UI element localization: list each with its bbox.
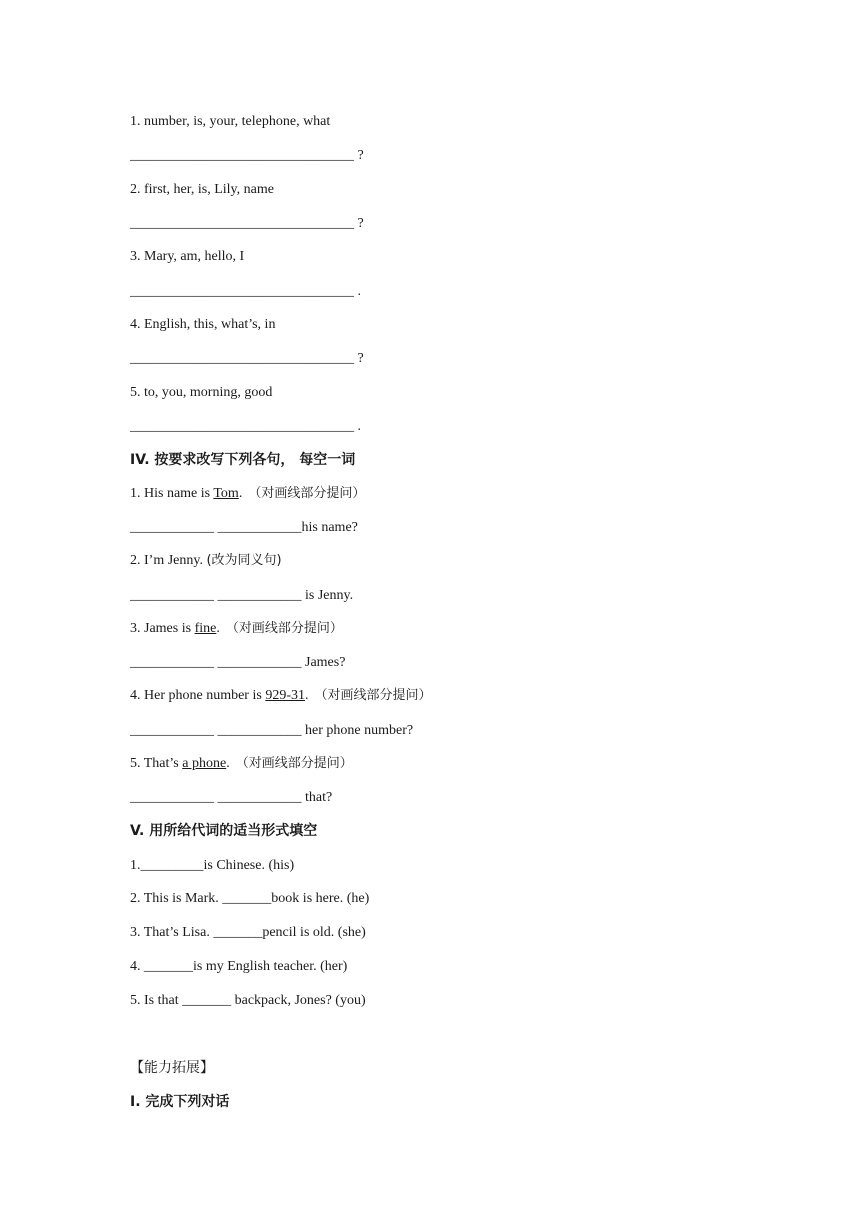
answer-line-4: ________________________________ ? <box>130 351 364 366</box>
rewrite-prompt-5 <box>130 755 353 773</box>
prompt-text: 5. That’s <box>130 756 183 771</box>
fill-item-1: 1._________is Chinese. (his) <box>130 858 295 873</box>
fill-item-3: 3. That’s Lisa. _______pencil is old. (she) <box>130 925 366 940</box>
instruction-note: （对画线部分提问） <box>235 756 353 771</box>
instruction-note: (改为同义句) <box>206 553 282 568</box>
fill-item-2: 2. This is Mark. _______book is here. (he) <box>130 891 370 906</box>
fill-item-4: 4. _______is my English teacher. (her) <box>130 959 348 974</box>
rewrite-prompt-4 <box>130 687 432 705</box>
sentence-prompt-2: 2. first, her, is, Lily, name <box>130 182 274 197</box>
prompt-text: 4. Her phone number is <box>130 688 266 703</box>
instruction-note: （对画线部分提问） <box>225 621 343 636</box>
rewrite-answer-4: ____________ ____________ her phone number? <box>130 723 414 738</box>
underlined-word: 929-31 <box>265 688 305 703</box>
prompt-punct: . <box>226 756 230 771</box>
rewrite-answer-5: ____________ ____________ that? <box>130 790 333 805</box>
rewrite-answer-3: ____________ ____________ James? <box>130 655 346 670</box>
answer-line-3: ________________________________ . <box>130 284 361 299</box>
rewrite-prompt-2 <box>130 552 282 570</box>
prompt-text: 2. I’m Jenny. <box>130 553 207 568</box>
prompt-punct: . <box>216 621 220 636</box>
rewrite-prompt-1 <box>130 485 365 503</box>
rewrite-answer-2: ____________ ____________ is Jenny. <box>130 588 354 603</box>
prompt-punct: . <box>238 486 243 501</box>
rewrite-prompt-3 <box>130 620 343 638</box>
answer-line-1: ________________________________ ? <box>130 148 364 163</box>
section-heading-iv: IV. 按要求改写下列各句， 每空一词 <box>130 452 356 468</box>
sentence-prompt-5: 5. to, you, morning, good <box>130 385 273 400</box>
section-heading-v: V. 用所给代词的适当形式填空 <box>130 823 318 839</box>
extension-title: 【能力拓展】 <box>130 1060 214 1076</box>
instruction-note: （对画线部分提问） <box>314 688 432 703</box>
prompt-punct: . <box>304 688 309 703</box>
answer-line-5: ________________________________ . <box>130 419 361 434</box>
underlined-word: Tom <box>213 486 239 501</box>
extension-heading: I. 完成下列对话 <box>130 1094 230 1110</box>
underlined-word: fine <box>194 621 217 636</box>
instruction-note: （对画线部分提问） <box>248 486 366 501</box>
prompt-text: 3. James is <box>130 621 195 636</box>
fill-item-5: 5. Is that _______ backpack, Jones? (you) <box>130 993 366 1008</box>
sentence-prompt-1: 1. number, is, your, telephone, what <box>130 114 331 129</box>
underlined-word: a phone <box>182 756 227 771</box>
sentence-prompt-4: 4. English, this, what’s, in <box>130 317 276 332</box>
prompt-text: 1. His name is <box>130 486 214 501</box>
answer-line-2: ________________________________ ? <box>130 216 364 231</box>
sentence-prompt-3: 3. Mary, am, hello, I <box>130 249 245 264</box>
rewrite-answer-1: ____________ ____________his name? <box>130 520 358 535</box>
